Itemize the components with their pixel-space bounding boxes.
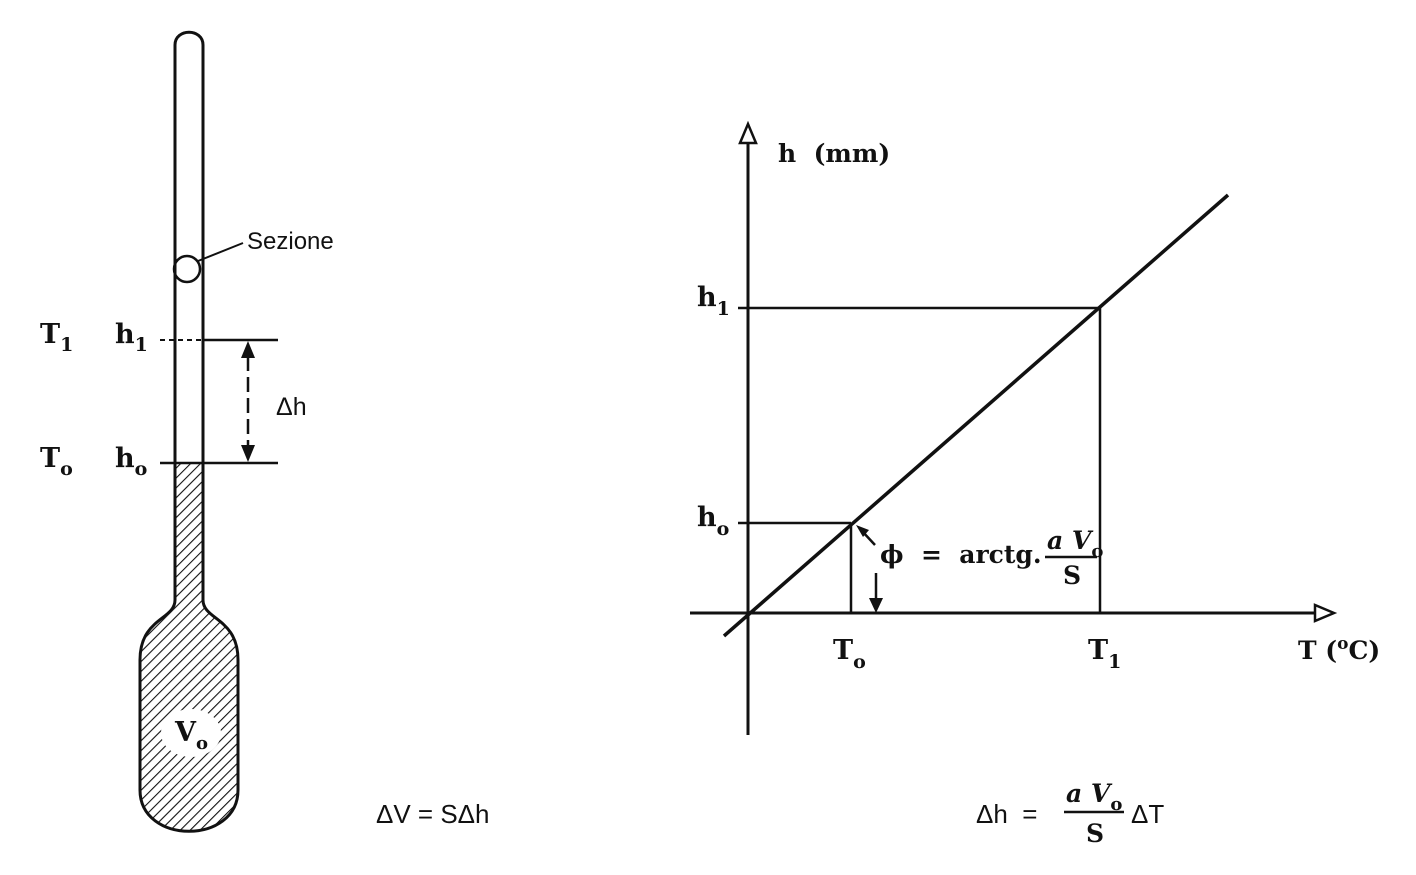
graph-diagram — [690, 124, 1380, 848]
angle-equation: ϕ = arctg. — [880, 540, 1042, 569]
volume-formula: ΔV = SΔh — [376, 799, 490, 829]
section-label: Sezione — [247, 228, 334, 255]
section-circle — [174, 256, 200, 282]
level-upper-temp: $T_1$ — [40, 319, 74, 356]
x-axis-arrow-head — [1315, 605, 1334, 621]
x-axis-label: T ($^o$C) — [1298, 634, 1381, 665]
delta-h-arrow-head-bottom — [241, 445, 255, 462]
delta-h-arrow-head-top — [241, 341, 255, 358]
y-axis-arrow-head — [740, 124, 756, 143]
tick-h1: $h_1$ — [697, 282, 730, 320]
h-vs-t-line — [724, 195, 1228, 636]
thermometer-diagram — [40, 32, 490, 831]
height-formula-denominator: S — [1086, 819, 1105, 848]
angle-down-arrow-head — [869, 598, 883, 613]
section-leader — [198, 243, 243, 261]
level-lower-temp: $T_o$ — [40, 443, 73, 480]
height-formula-lhs: Δh = — [976, 799, 1038, 829]
height-formula-numerator: a $V_o$ — [1066, 779, 1123, 815]
thermometer-liquid — [140, 463, 238, 831]
angle-fraction-numerator: a $V_o$ — [1047, 526, 1104, 562]
tick-t1: $T_1$ — [1088, 635, 1122, 673]
height-formula-rhs: ΔT — [1131, 799, 1165, 829]
level-upper-height: $h_1$ — [115, 319, 148, 356]
delta-h-label: Δh — [276, 393, 307, 421]
angle-fraction-denominator: S — [1063, 561, 1082, 590]
bulb-label: $V_o$ — [175, 717, 208, 754]
tick-t0: $T_o$ — [833, 635, 866, 673]
y-axis-label: h (mm) — [778, 139, 891, 168]
level-lower-height: $h_o$ — [115, 443, 148, 480]
tick-h0: $h_o$ — [697, 502, 730, 540]
